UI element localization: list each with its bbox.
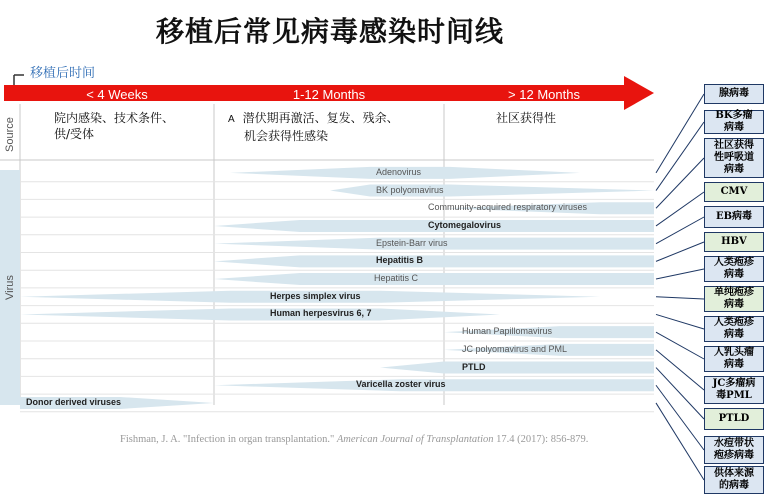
legend-box: 人类疱疹 病毒 bbox=[704, 316, 764, 342]
legend-connector bbox=[656, 242, 704, 261]
legend-connector bbox=[656, 403, 704, 480]
period-label-1: < 4 Weeks bbox=[86, 87, 148, 102]
citation: Fishman, J. A. "Infection in organ transplantation." American Journal of Transplantation 17.4 (2017): 856-879. bbox=[120, 434, 589, 445]
virus-name: Hepatitis B bbox=[376, 255, 424, 266]
source-early: 院内感染、技术条件、 供/受体 bbox=[54, 111, 175, 141]
virus-name: Adenovirus bbox=[376, 166, 422, 177]
legend-box: JC多瘤病 毒PML bbox=[704, 376, 764, 404]
legend-connector bbox=[656, 368, 704, 419]
legend-box: PTLD bbox=[704, 408, 764, 430]
virus-band bbox=[214, 273, 654, 285]
legend-connector bbox=[656, 122, 704, 191]
legend-connector bbox=[656, 385, 704, 450]
legend-box: EB病毒 bbox=[704, 206, 764, 228]
virus-name: Herpes simplex virus bbox=[270, 290, 361, 301]
virus-name: Human herpesvirus 6, 7 bbox=[270, 308, 372, 319]
virus-band bbox=[380, 362, 654, 374]
virus-name: BK polyomavirus bbox=[376, 184, 444, 195]
source-side-label: Source bbox=[4, 117, 16, 152]
period-label-3: > 12 Months bbox=[508, 87, 580, 102]
legend-connector bbox=[656, 332, 704, 359]
legend-connector bbox=[656, 297, 704, 299]
page-title: 移植后常见病毒感染时间线 bbox=[155, 15, 504, 48]
virus-name: PTLD bbox=[462, 361, 486, 372]
legend-connector bbox=[656, 350, 704, 390]
legend-connector bbox=[656, 94, 704, 173]
legend-connector bbox=[656, 269, 704, 279]
legend-box: 社区获得 性呼吸道 病毒 bbox=[704, 138, 764, 178]
source-mid: A 潜伏期再激活、复发、残余、 机会获得性感染 bbox=[228, 111, 399, 143]
virus-name: JC polyomavirus and PML bbox=[462, 343, 568, 354]
period-label-2: 1-12 Months bbox=[292, 87, 366, 102]
legend-connector bbox=[656, 158, 704, 208]
virus-name: Community-acquired respiratory viruses bbox=[428, 202, 588, 213]
legend-box: BK多瘤 病毒 bbox=[704, 110, 764, 134]
legend-box: 人类疱疹 病毒 bbox=[704, 256, 764, 282]
legend-connector bbox=[656, 314, 704, 329]
virus-band bbox=[20, 308, 500, 320]
virus-name: Hepatitis C bbox=[374, 273, 419, 284]
source-late: 社区获得性 bbox=[496, 111, 557, 125]
legend-box: HBV bbox=[704, 232, 764, 252]
time-axis-label: 移植后时间 bbox=[30, 66, 96, 81]
legend-box: 单纯疱疹 病毒 bbox=[704, 286, 764, 312]
legend-connectors bbox=[656, 94, 704, 480]
legend-box: 供体来源 的病毒 bbox=[704, 466, 764, 494]
legend-box: 腺病毒 bbox=[704, 84, 764, 104]
virus-side-label: Virus bbox=[4, 275, 16, 300]
virus-band bbox=[214, 255, 654, 267]
legend-box: 水痘带状 疱疹病毒 bbox=[704, 436, 764, 464]
virus-name: Human Papillomavirus bbox=[462, 326, 553, 337]
legend-box: CMV bbox=[704, 182, 764, 202]
virus-name: Cytomegalovirus bbox=[428, 219, 502, 230]
virus-name: Varicella zoster virus bbox=[356, 379, 446, 390]
virus-name: Epstein-Barr virus bbox=[376, 237, 448, 248]
virus-name: Donor derived viruses bbox=[26, 396, 122, 407]
legend-box: 人乳头瘤 病毒 bbox=[704, 346, 764, 372]
